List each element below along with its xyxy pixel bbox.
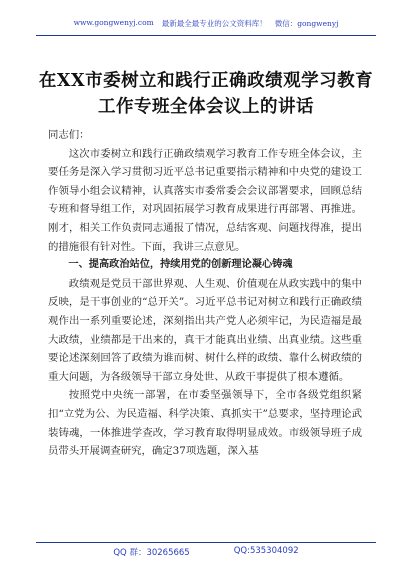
- paragraph-2: 政绩观是党员干部世界观、人生观、价值观在从政实践中的集中反映，是干事创业的“总开关”。习近平总书记对树立和践行正确政绩观作出一系列重要论述，深刻指出共产党人必须牢记，为民造福是最大政绩，业绩都是干出来的，真干才能真出业绩、出真业绩。这些重要论述深刻回答了政绩为谁而树、树什么样的政绩、靠什么树政绩的重大问题，为各级领导干部立身处世、从政干事提供了根本遵循。: [48, 277, 362, 383]
- header-rule: [36, 35, 376, 36]
- salutation: 同志们：: [48, 129, 90, 141]
- page-header: [36, 18, 376, 29]
- qq-number: QQ:535304092: [233, 546, 299, 556]
- wechat-id: 微信：gongwenyj: [274, 19, 339, 28]
- paragraph-3: 按照党中央统一部署，在市委坚强领导下，全市各级党组织紧扣“立党为公、为民造福、科学决策、真抓实干”总要求，坚持理论武装铸魂，一体推进学查改，学习教育取得明显成效。市级领导班子成员带头开展调查研究，确定37项选题，深入基: [48, 389, 362, 458]
- document-body: [48, 126, 362, 461]
- footer-rule: [36, 542, 376, 543]
- paragraph-1: 这次市委树立和践行正确政绩观学习教育工作专班全体会议，主要任务是深入学习贯彻习近平总书记重要指示精神和中央党的建设工作领导小组会议精神，认真落实市委常委会会议部署要求，回顾总结专班和督导组工作，对巩固拓展学习教育成果进行再部署、再推进。刚才，相关工作负责同志通报了情况，总结客观、问题找得准，提出的措施很有针对性。下面，我讲三点意见。: [48, 147, 362, 253]
- section-heading-1: 一、提高政治站位，持续用党的创新理论凝心铸魂: [68, 259, 293, 271]
- page-footer: [36, 546, 376, 558]
- header-slogan: 最新最全最专业的公文资料库！: [161, 19, 267, 28]
- qq-group: QQ 群：30265665: [113, 548, 190, 558]
- site-url: www.gongwenyj.com: [73, 18, 154, 27]
- document-title: 在XX市委树立和践行正确政绩观学习教育工作专班全体会议上的讲话: [38, 71, 374, 117]
